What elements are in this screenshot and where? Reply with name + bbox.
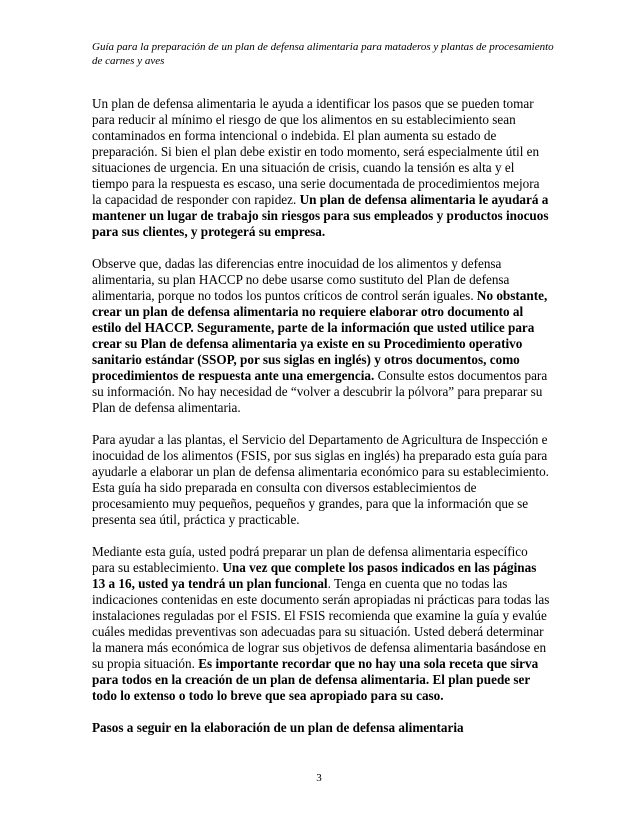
paragraph-1-bold: Un plan de defensa alimentaria le ayudará a mantener un lugar de trabajo sin riesgos para sus empleados y productos inocuos para sus clientes, y protegerá su empresa. <box>92 192 549 239</box>
paragraph-4-bold-end: Es importante recordar que no hay una sola receta que sirva para todos en la creación de un plan de defensa alimentaria. El plan puede ser todo lo extenso o todo lo breve que sea apropiado para su caso. <box>92 656 539 703</box>
page-number: 3 <box>316 772 322 784</box>
paragraph-2 <box>92 256 550 416</box>
section-heading: Pasos a seguir en la elaboración de un plan de defensa alimentaria <box>92 720 464 735</box>
paragraph-3-text: Para ayudar a las plantas, el Servicio del Departamento de Agricultura de Inspección e inocuidad de los alimentos (FSIS, por sus siglas en inglés) ha preparado esta guía para ayudarle a elaborar un plan de defensa alimentaria económico para su establecimiento. Esta guía ha sido preparada en consulta con diversos establecimientos de procesamiento muy pequeños, pequeños y grandes, para que la información que se presenta sea útil, práctica y practicable. <box>92 432 549 527</box>
paragraph-4-text: Mediante esta guía, usted podrá preparar un plan de defensa alimentaria específico para su establecimiento. <box>92 544 528 575</box>
paragraph-4 <box>92 544 550 704</box>
paragraph-4-text-mid: . Tenga en cuenta que no todas las indicaciones contenidas en este documento serán apropiadas ni prácticas para todas las instalaciones reguladas por el FSIS. El FSIS recomienda que examine la guía y evalúe cuáles medidas preventivas son adecuadas para su situación. Usted deberá determinar la manera más económica de lograr sus objetivos de defensa alimentaria basándose en su propia situación. <box>92 576 550 671</box>
paragraph-2-text: Observe que, dadas las diferencias entre inocuidad de los alimentos y defensa alimentaria, su plan HACCP no debe usarse como sustituto del Plan de defensa alimentaria, porque no todos los puntos críticos de control serán iguales. <box>92 256 510 303</box>
body-text <box>92 96 550 720</box>
paragraph-3 <box>92 432 550 528</box>
paragraph-4-bold: Una vez que complete los pasos indicados en las páginas 13 a 16, usted ya tendrá un plan funcional <box>92 560 537 591</box>
paragraph-1-text: Un plan de defensa alimentaria le ayuda a identificar los pasos que se pueden tomar para reducir al mínimo el riesgo de que los alimentos en su establecimiento sean contaminados en forma intencional o indebida. El plan aumenta su estado de preparación. Si bien el plan debe existir en todo momento, será especialmente útil en situaciones de urgencia. En una situación de crisis, cuando la tensión es alta y el tiempo para la respuesta es escaso, una serie documentada de procedimientos mejora la capacidad de responder con rapidez. <box>92 96 540 207</box>
running-header: Guía para la preparación de un plan de defensa alimentaria para mataderos y plantas de procesamiento de carnes y aves <box>92 41 554 67</box>
paragraph-2-bold: No obstante, crear un plan de defensa alimentaria no requiere elaborar otro documento al estilo del HACCP. Seguramente, parte de la información que usted utilice para crear su Plan de defensa alimentaria ya existe en su Procedimiento operativo sanitario estándar (SSOP, por sus siglas en inglés) y otros documentos, como procedimientos de respuesta ante una emergencia. <box>92 288 548 383</box>
paragraph-1 <box>92 96 550 240</box>
paragraph-2-text-end: Consulte estos documentos para su información. No hay necesidad de “volver a descubrir la pólvora” para preparar su Plan de defensa alimentaria. <box>92 368 548 415</box>
